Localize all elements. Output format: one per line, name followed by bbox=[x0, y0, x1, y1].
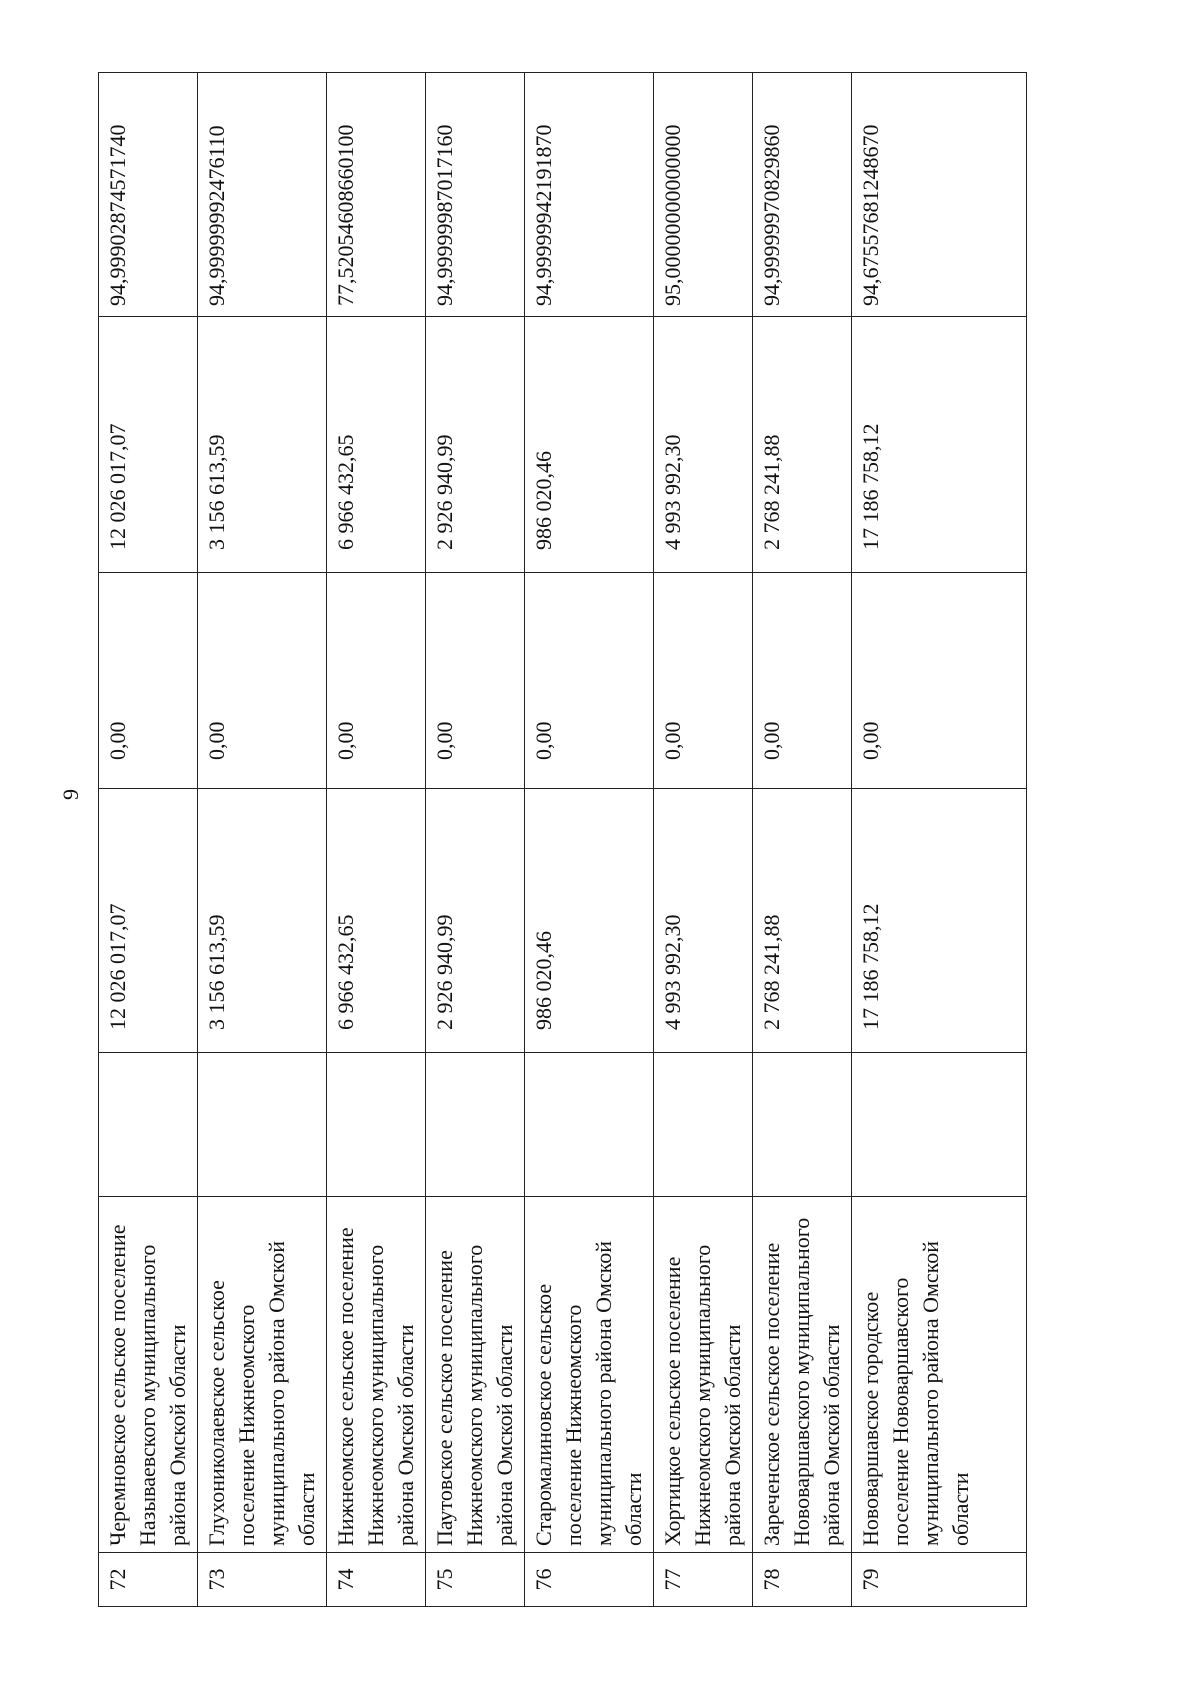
municipality-name: Паутовское сельское поселение Нижнеомского муниципального района Омской области bbox=[426, 1197, 525, 1553]
empty-cell bbox=[525, 1053, 654, 1197]
municipality-name: Старомалиновское сельское поселение Нижнеомского муниципального района Омской области bbox=[525, 1197, 654, 1553]
amount-cell: 17 186 758,12 bbox=[852, 789, 1027, 1053]
amount-cell: 12 026 017,07 bbox=[99, 789, 198, 1053]
row-number: 78 bbox=[753, 1553, 852, 1607]
table-row bbox=[99, 73, 198, 1607]
empty-cell bbox=[753, 1053, 852, 1197]
table-row bbox=[198, 73, 327, 1607]
zero-cell: 0,00 bbox=[753, 573, 852, 789]
total-cell: 2 768 241,88 bbox=[753, 317, 852, 573]
municipality-name: Нововаршавское городское поселение Нововаршавского муниципального района Омской области bbox=[852, 1197, 1027, 1553]
municipality-name: Хортицкое сельское поселение Нижнеомского муниципального района Омской области bbox=[654, 1197, 753, 1553]
percent-cell: 94,99999987017160 bbox=[426, 73, 525, 317]
data-table bbox=[98, 72, 1027, 1607]
empty-cell bbox=[327, 1053, 426, 1197]
percent-cell: 94,67557681248670 bbox=[852, 73, 1027, 317]
municipality-name: Черемновское сельское поселение Называевского муниципального района Омской области bbox=[99, 1197, 198, 1553]
municipality-name: Нижнеомское сельское поселение Нижнеомского муниципального района Омской области bbox=[327, 1197, 426, 1553]
zero-cell: 0,00 bbox=[327, 573, 426, 789]
table-row bbox=[753, 73, 852, 1607]
amount-cell: 2 768 241,88 bbox=[753, 789, 852, 1053]
amount-cell: 986 020,46 bbox=[525, 789, 654, 1053]
municipality-name: Глухониколаевское сельское поселение Нижнеомского муниципального района Омской области bbox=[198, 1197, 327, 1553]
page-number: 9 bbox=[58, 789, 83, 800]
empty-cell bbox=[426, 1053, 525, 1197]
empty-cell bbox=[99, 1053, 198, 1197]
total-cell: 12 026 017,07 bbox=[99, 317, 198, 573]
zero-cell: 0,00 bbox=[654, 573, 753, 789]
amount-cell: 6 966 432,65 bbox=[327, 789, 426, 1053]
row-number: 76 bbox=[525, 1553, 654, 1607]
table-row bbox=[525, 73, 654, 1607]
percent-cell: 94,99999942191870 bbox=[525, 73, 654, 317]
row-number: 73 bbox=[198, 1553, 327, 1607]
total-cell: 986 020,46 bbox=[525, 317, 654, 573]
rotated-table-wrapper bbox=[98, 124, 1200, 1607]
row-number: 77 bbox=[654, 1553, 753, 1607]
row-number: 79 bbox=[852, 1553, 1027, 1607]
total-cell: 3 156 613,59 bbox=[198, 317, 327, 573]
percent-cell: 95,00000000000000 bbox=[654, 73, 753, 317]
total-cell: 2 926 940,99 bbox=[426, 317, 525, 573]
row-number: 74 bbox=[327, 1553, 426, 1607]
table-row bbox=[654, 73, 753, 1607]
total-cell: 4 993 992,30 bbox=[654, 317, 753, 573]
zero-cell: 0,00 bbox=[426, 573, 525, 789]
percent-cell: 94,99999992476110 bbox=[198, 73, 327, 317]
zero-cell: 0,00 bbox=[99, 573, 198, 789]
amount-cell: 4 993 992,30 bbox=[654, 789, 753, 1053]
amount-cell: 2 926 940,99 bbox=[426, 789, 525, 1053]
empty-cell bbox=[654, 1053, 753, 1197]
percent-cell: 94,99999970829860 bbox=[753, 73, 852, 317]
table-row bbox=[327, 73, 426, 1607]
row-number: 75 bbox=[426, 1553, 525, 1607]
empty-cell bbox=[852, 1053, 1027, 1197]
percent-cell: 77,52054608660100 bbox=[327, 73, 426, 317]
row-number: 72 bbox=[99, 1553, 198, 1607]
zero-cell: 0,00 bbox=[852, 573, 1027, 789]
percent-cell: 94,99902874571740 bbox=[99, 73, 198, 317]
table-row bbox=[852, 73, 1027, 1607]
zero-cell: 0,00 bbox=[525, 573, 654, 789]
zero-cell: 0,00 bbox=[198, 573, 327, 789]
total-cell: 6 966 432,65 bbox=[327, 317, 426, 573]
total-cell: 17 186 758,12 bbox=[852, 317, 1027, 573]
table-row bbox=[426, 73, 525, 1607]
municipality-name: Зареченское сельское поселение Нововаршавского муниципального района Омской области bbox=[753, 1197, 852, 1553]
empty-cell bbox=[198, 1053, 327, 1197]
amount-cell: 3 156 613,59 bbox=[198, 789, 327, 1053]
